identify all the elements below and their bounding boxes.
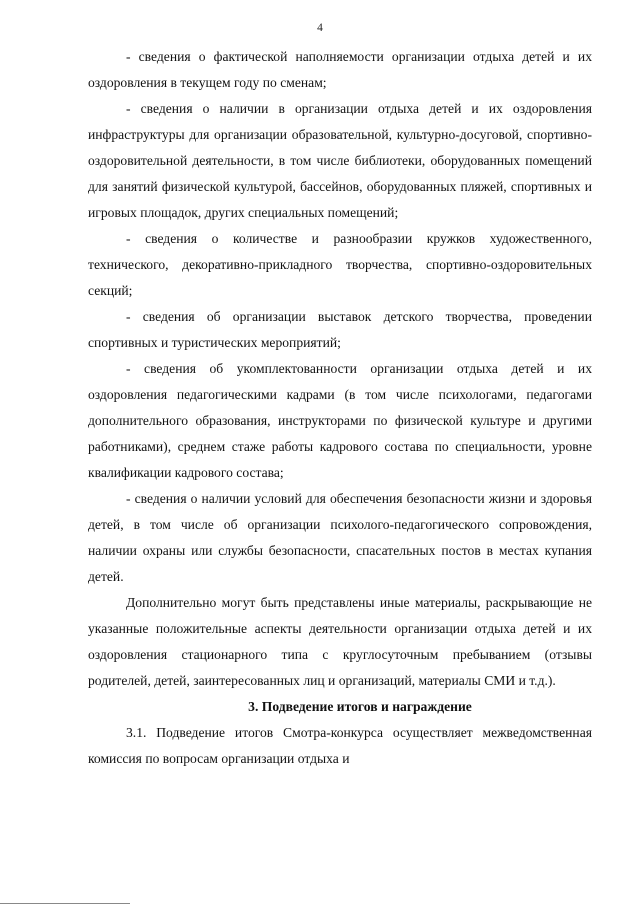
paragraph-exhibitions: - сведения об организации выставок детского творчества, проведении спортивных и туристических мероприятий; [88,309,592,350]
section-heading: 3. Подведение итогов и награждение [248,699,472,714]
paragraph-safety: - сведения о наличии условий для обеспечения безопасности жизни и здоровья детей, в том числе об организации психолого-педагогического сопровождения, наличии охраны или службы безопасности, спасательных постов в местах купания детей. [88,491,592,584]
paragraph-infrastructure: - сведения о наличии в организации отдыха детей и их оздоровления инфраструктуры для организации образовательной, культурно-досуговой, спортивно-оздоровительной деятельности, в том числе библиотеки, оборудованных помещений для занятий физической культурой, бассейнов, оборудованных пляжей, спортивных и игровых площадок, других специальных помещений; [88,101,592,220]
paragraph-section-3-1: 3.1. Подведение итогов Смотра-конкурса осуществляет межведомственная комиссия по вопросам организации отдыха и [88,725,592,766]
paragraph-staffing: - сведения об укомплектованности организации отдыха детей и их оздоровления педагогическими кадрами (в том числе психологами, педагогами дополнительного образования, инструкторами по физической культуре и другими работниками), среднем стаже работы кадрового состава по специальности, уровне квалификации кадрового состава; [88,361,592,480]
footer-rule [0,903,130,904]
paragraph-occupancy: - сведения о фактической наполняемости организации отдыха детей и их оздоровления в текущем году по сменам; [88,49,592,90]
page-number: 4 [317,22,323,34]
paragraph-clubs: - сведения о количестве и разнообразии кружков художественного, технического, декоративно-прикладного творчества, спортивно-оздоровительных секций; [88,231,592,298]
paragraph-additional-materials: Дополнительно могут быть представлены иные материалы, раскрывающие не указанные положительные аспекты деятельности организации отдыха детей и их оздоровления стационарного типа с круглосуточным пребыванием (отзывы родителей, детей, заинтересованных лиц и организаций, материалы СМИ и т.д.). [88,595,592,688]
document-body [88,44,592,772]
